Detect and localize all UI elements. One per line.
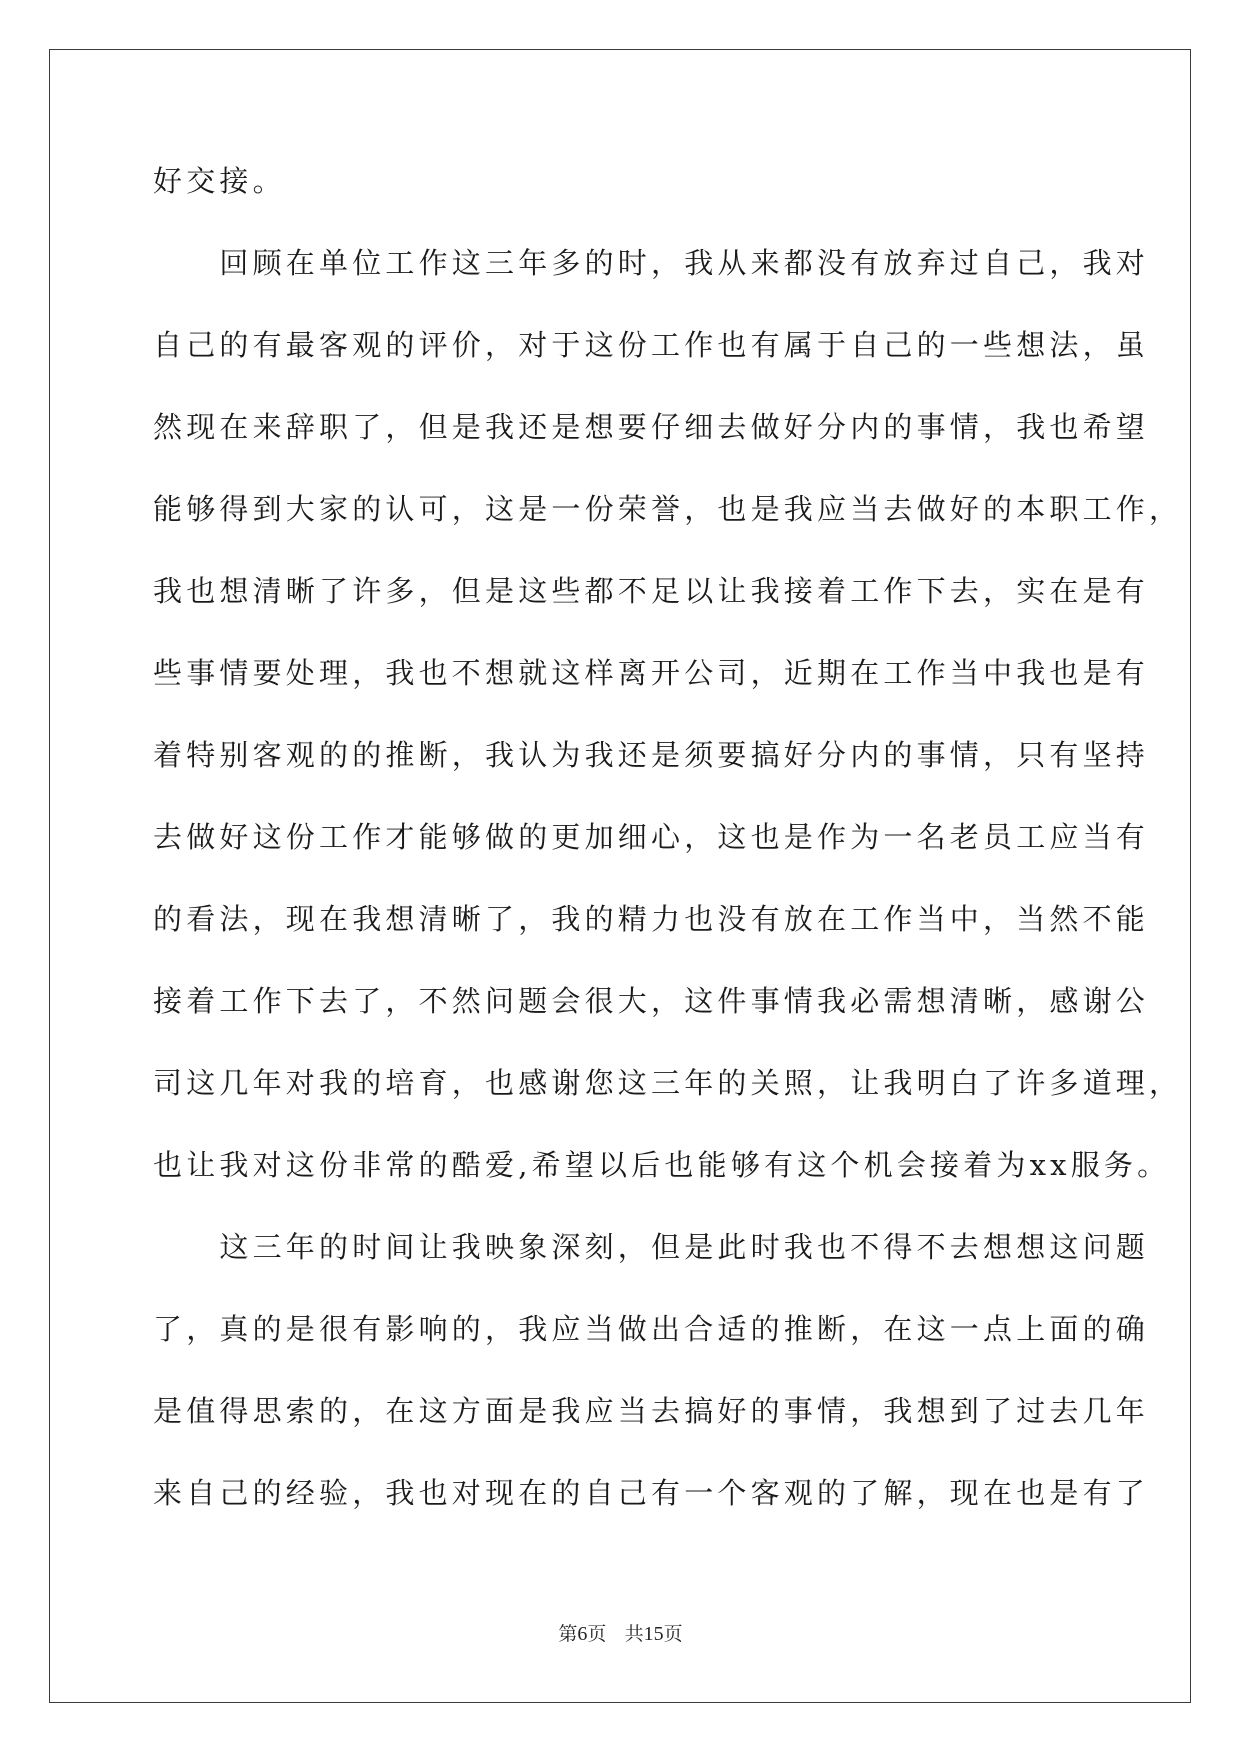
text-line: 去做好这份工作才能够做的更加细心，这也是作为一名老员工应当有 — [153, 820, 1150, 854]
text-line: 了，真的是很有影响的，我应当做出合适的推断，在这一点上面的确 — [153, 1312, 1150, 1346]
text-line: 接着工作下去了，不然问题会很大，这件事情我必需想清晰，感谢公 — [153, 984, 1150, 1018]
page-current: 6 — [577, 1623, 588, 1645]
text-line: 自己的有最客观的评价，对于这份工作也有属于自己的一些想法，虽 — [153, 328, 1150, 362]
text-line: 好交接。 — [153, 164, 286, 198]
total-prefix: 共 — [624, 1623, 644, 1645]
text-line: 是值得思索的，在这方面是我应当去搞好的事情，我想到了过去几年 — [153, 1394, 1150, 1428]
text-line: 些事情要处理，我也不想就这样离开公司，近期在工作当中我也是有 — [153, 656, 1150, 690]
text-line: 我也想清晰了许多，但是这些都不足以让我接着工作下去，实在是有 — [153, 574, 1150, 608]
text-line: 回顾在单位工作这三年多的时，我从来都没有放弃过自己，我对 — [153, 246, 1150, 280]
text-line: 司这几年对我的培育，也感谢您这三年的关照，让我明白了许多道理， — [153, 1066, 1183, 1100]
page-footer — [0, 1619, 1241, 1646]
page-suffix: 页 — [587, 1623, 607, 1645]
text-line: 然现在来辞职了，但是我还是想要仔细去做好分内的事情，我也希望 — [153, 410, 1150, 444]
text-line: 能够得到大家的认可，这是一份荣誉，也是我应当去做好的本职工作， — [153, 492, 1183, 526]
page-total: 15 — [643, 1623, 664, 1645]
text-line: 的看法，现在我想清晰了，我的精力也没有放在工作当中，当然不能 — [153, 902, 1150, 936]
text-line: 这三年的时间让我映象深刻，但是此时我也不得不去想想这问题 — [153, 1230, 1150, 1264]
text-line: 来自己的经验，我也对现在的自己有一个客观的了解，现在也是有了 — [153, 1476, 1150, 1510]
document-body — [153, 158, 1183, 1552]
text-line: 着特别客观的的推断，我认为我还是须要搞好分内的事情，只有坚持 — [153, 738, 1150, 772]
text-line: 也让我对这份非常的酷爱,希望以后也能够有这个机会接着为xx服务。 — [153, 1148, 1171, 1182]
total-suffix: 页 — [663, 1623, 683, 1645]
page-prefix: 第 — [558, 1623, 578, 1645]
